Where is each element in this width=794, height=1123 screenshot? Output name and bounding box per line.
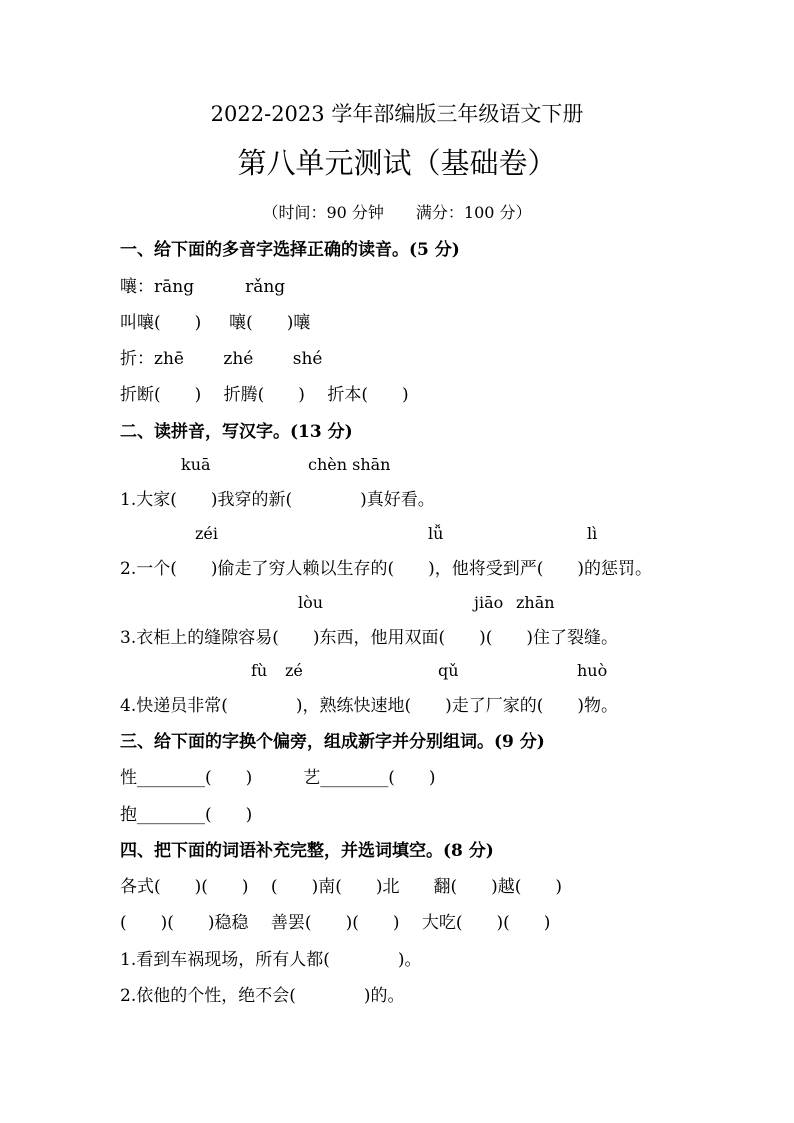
pinyin-li: lì	[587, 524, 598, 543]
radical-line-1: 性________( ) 艺________( )	[120, 768, 436, 788]
pinyin-lou: lòu	[298, 593, 324, 612]
section1-heading: 一、给下面的多音字选择正确的读音。(5 分)	[120, 240, 460, 260]
section4-heading: 四、把下面的词语补充完整，并选词填空。(8 分)	[120, 841, 494, 861]
pinyin-zei: zéi	[195, 524, 219, 543]
fill-question-1: 1.看到车祸现场，所有人都( )。	[120, 950, 422, 970]
fill-question-2: 2.依他的个性，绝不会( )的。	[120, 986, 405, 1006]
zhe-pinyin-options: 折：zhē zhé shé	[120, 349, 323, 369]
question-2-1: 1.大家( )我穿的新( )真好看。	[120, 490, 435, 510]
pinyin-qu: qǔ	[438, 661, 459, 680]
pinyin-zhan: zhān	[516, 593, 555, 612]
pinyin-kua: kuā	[181, 455, 211, 474]
question-2-3: 3.衣柜上的缝隙容易( )东西，他用双面( )( )住了裂缝。	[120, 628, 619, 648]
pinyin-huo: huò	[577, 661, 608, 680]
pinyin-ze: zé	[285, 661, 303, 680]
rang-pinyin-options: 嚷：rāng rǎng	[120, 277, 286, 297]
idiom-line-1: 各式( )( ) ( )南( )北 翻( )越( )	[120, 877, 562, 897]
pinyin-lv: lǚ	[428, 524, 444, 543]
pinyin-jiao: jiāo	[474, 593, 504, 612]
section2-heading: 二、读拼音，写汉字。(13 分)	[120, 422, 353, 442]
idiom-line-2: ( )( )稳稳 善罢( )( ) 大吃( )( )	[120, 913, 551, 933]
question-2-4: 4.快递员非常( )，熟练快速地( )走了厂家的( )物。	[120, 696, 619, 716]
zhe-question: 折断( ) 折腾( ) 折本( )	[120, 385, 409, 405]
pinyin-fu: fù	[251, 661, 268, 680]
worksheet-title: 第八单元测试（基础卷）	[237, 146, 557, 180]
question-2-2: 2.一个( )偷走了穷人赖以生存的( )，他将受到严( )的惩罚。	[120, 559, 653, 579]
time-score-info: （时间：90 分钟 满分：100 分）	[262, 203, 532, 222]
section3-heading: 三、给下面的字换个偏旁，组成新字并分别组词。(9 分)	[120, 732, 545, 752]
pinyin-chenshan: chèn shān	[308, 455, 391, 474]
worksheet-subtitle: 2022-2023 学年部编版三年级语文下册	[210, 102, 584, 126]
rang-question: 叫嚷( ) 嚷( )嚷	[120, 313, 311, 333]
radical-line-2: 抱________( )	[120, 805, 253, 825]
